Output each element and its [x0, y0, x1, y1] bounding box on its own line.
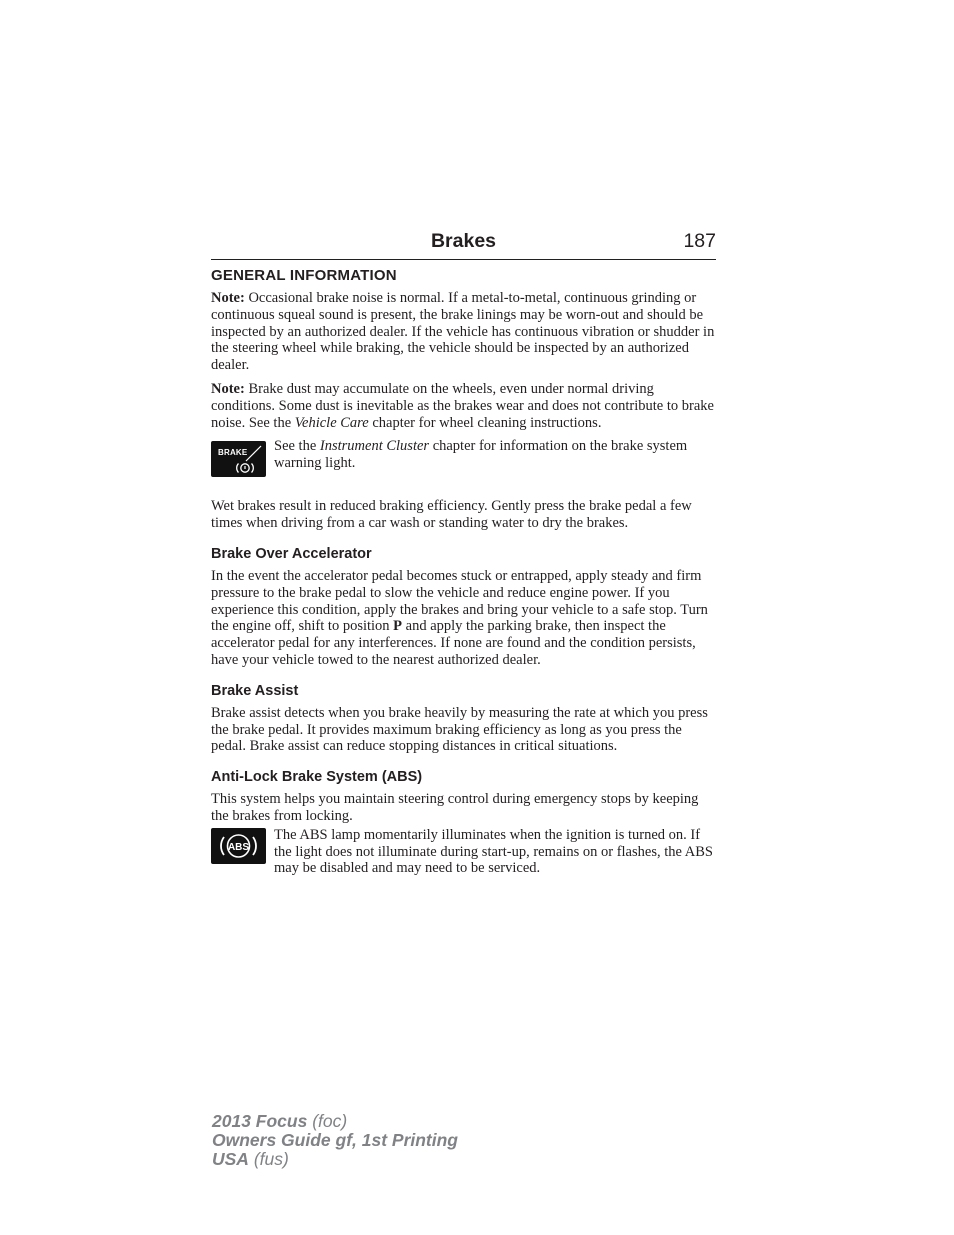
body-text: chapter for information on the brake system warning light. — [274, 438, 688, 472]
note-paragraph-2 — [211, 381, 716, 431]
footer-model-code: (foc) — [307, 1111, 348, 1131]
abs-paragraph-1: This system helps you maintain steering control during emergency stops by keeping the brakes from locking. — [211, 791, 699, 824]
page-footer — [212, 1112, 458, 1169]
footer-market: USA — [212, 1149, 249, 1169]
section-heading-general: GENERAL INFORMATION — [211, 267, 397, 284]
body-text: and apply the parking brake, then inspect the accelerator pedal for any interferences. If none are found and the condition persists, have your vehicle towed to the nearest authorized dealer. — [211, 618, 696, 668]
note-paragraph-1 — [211, 290, 716, 374]
note-text: chapter for wheel cleaning instructions. — [368, 414, 602, 431]
gear-position: P — [393, 618, 403, 635]
footer-model: 2013 Focus — [212, 1111, 308, 1131]
footer-market-code: (fus) — [248, 1149, 289, 1169]
note-text: Brake dust may accumulate on the wheels, even under normal driving conditions. Some dust is inevitable as the brakes wear and does not contribute to brake noise. See the — [211, 380, 714, 431]
brake-icon-label: BRAKE — [218, 448, 248, 458]
body-text: See the — [274, 438, 320, 455]
abs-warning-block — [211, 827, 716, 877]
brake-warning-text — [211, 438, 716, 472]
cross-reference: Instrument Cluster — [319, 438, 430, 455]
chapter-title: Brakes — [430, 230, 497, 252]
brake-warning-graphic — [211, 441, 266, 477]
brake-warning-block — [211, 438, 716, 480]
footer-line-market — [212, 1150, 458, 1169]
wet-brakes-paragraph: Wet brakes result in reduced braking efficiency. Gently press the brake pedal a few times when driving from a car wash or standing water to dry the brakes. — [211, 498, 692, 532]
note-label: Note: — [211, 380, 245, 397]
note-label: Note: — [211, 290, 245, 306]
section-heading-assist: Brake Assist — [211, 682, 299, 699]
page-content — [211, 267, 716, 877]
body-text: In the event the accelerator pedal becomes stuck or entrapped, apply steady and firm pressure to the brake pedal to slow the vehicle and reduce engine power. If you experience this condition, apply the brakes and bring your vehicle to a safe stop. Turn the engine off, shift to position — [211, 567, 708, 635]
cross-reference: Vehicle Care — [294, 414, 369, 431]
footer-line-edition: Owners Guide gf, 1st Printing — [212, 1130, 458, 1150]
page-number: 187 — [683, 230, 716, 252]
boa-paragraph — [211, 568, 716, 669]
assist-paragraph: Brake assist detects when you brake heavily by measuring the rate at which you press the brake pedal. It provides maximum braking efficiency as long as you press the pedal. Brake assist can reduce stopping distances in critical situations. — [211, 704, 708, 755]
abs-paragraph-2: The ABS lamp momentarily illuminates when the ignition is turned on. If the light does not illuminate during start-up, remains on or flashes, the ABS may be disabled and may need to be serviced. — [274, 826, 713, 877]
note-text: Occasional brake noise is normal. If a metal-to-metal, continuous grinding or continuous squeal sound is present, the brake linings may be worn-out and should be inspected by an authorized dealer. If the vehicle has continuous vibration or shudder in the steering wheel while braking, the vehicle should be inspected by an authorized dealer. — [211, 290, 715, 374]
brake-warning-icon — [211, 441, 266, 477]
page-header — [211, 230, 716, 260]
abs-warning-graphic — [211, 828, 266, 864]
section-heading-boa: Brake Over Accelerator — [211, 545, 372, 562]
abs-warning-icon — [211, 828, 266, 864]
section-heading-abs: Anti-Lock Brake System (ABS) — [211, 769, 423, 786]
abs-icon-label: ABS — [227, 841, 250, 853]
footer-line-model — [212, 1112, 458, 1131]
